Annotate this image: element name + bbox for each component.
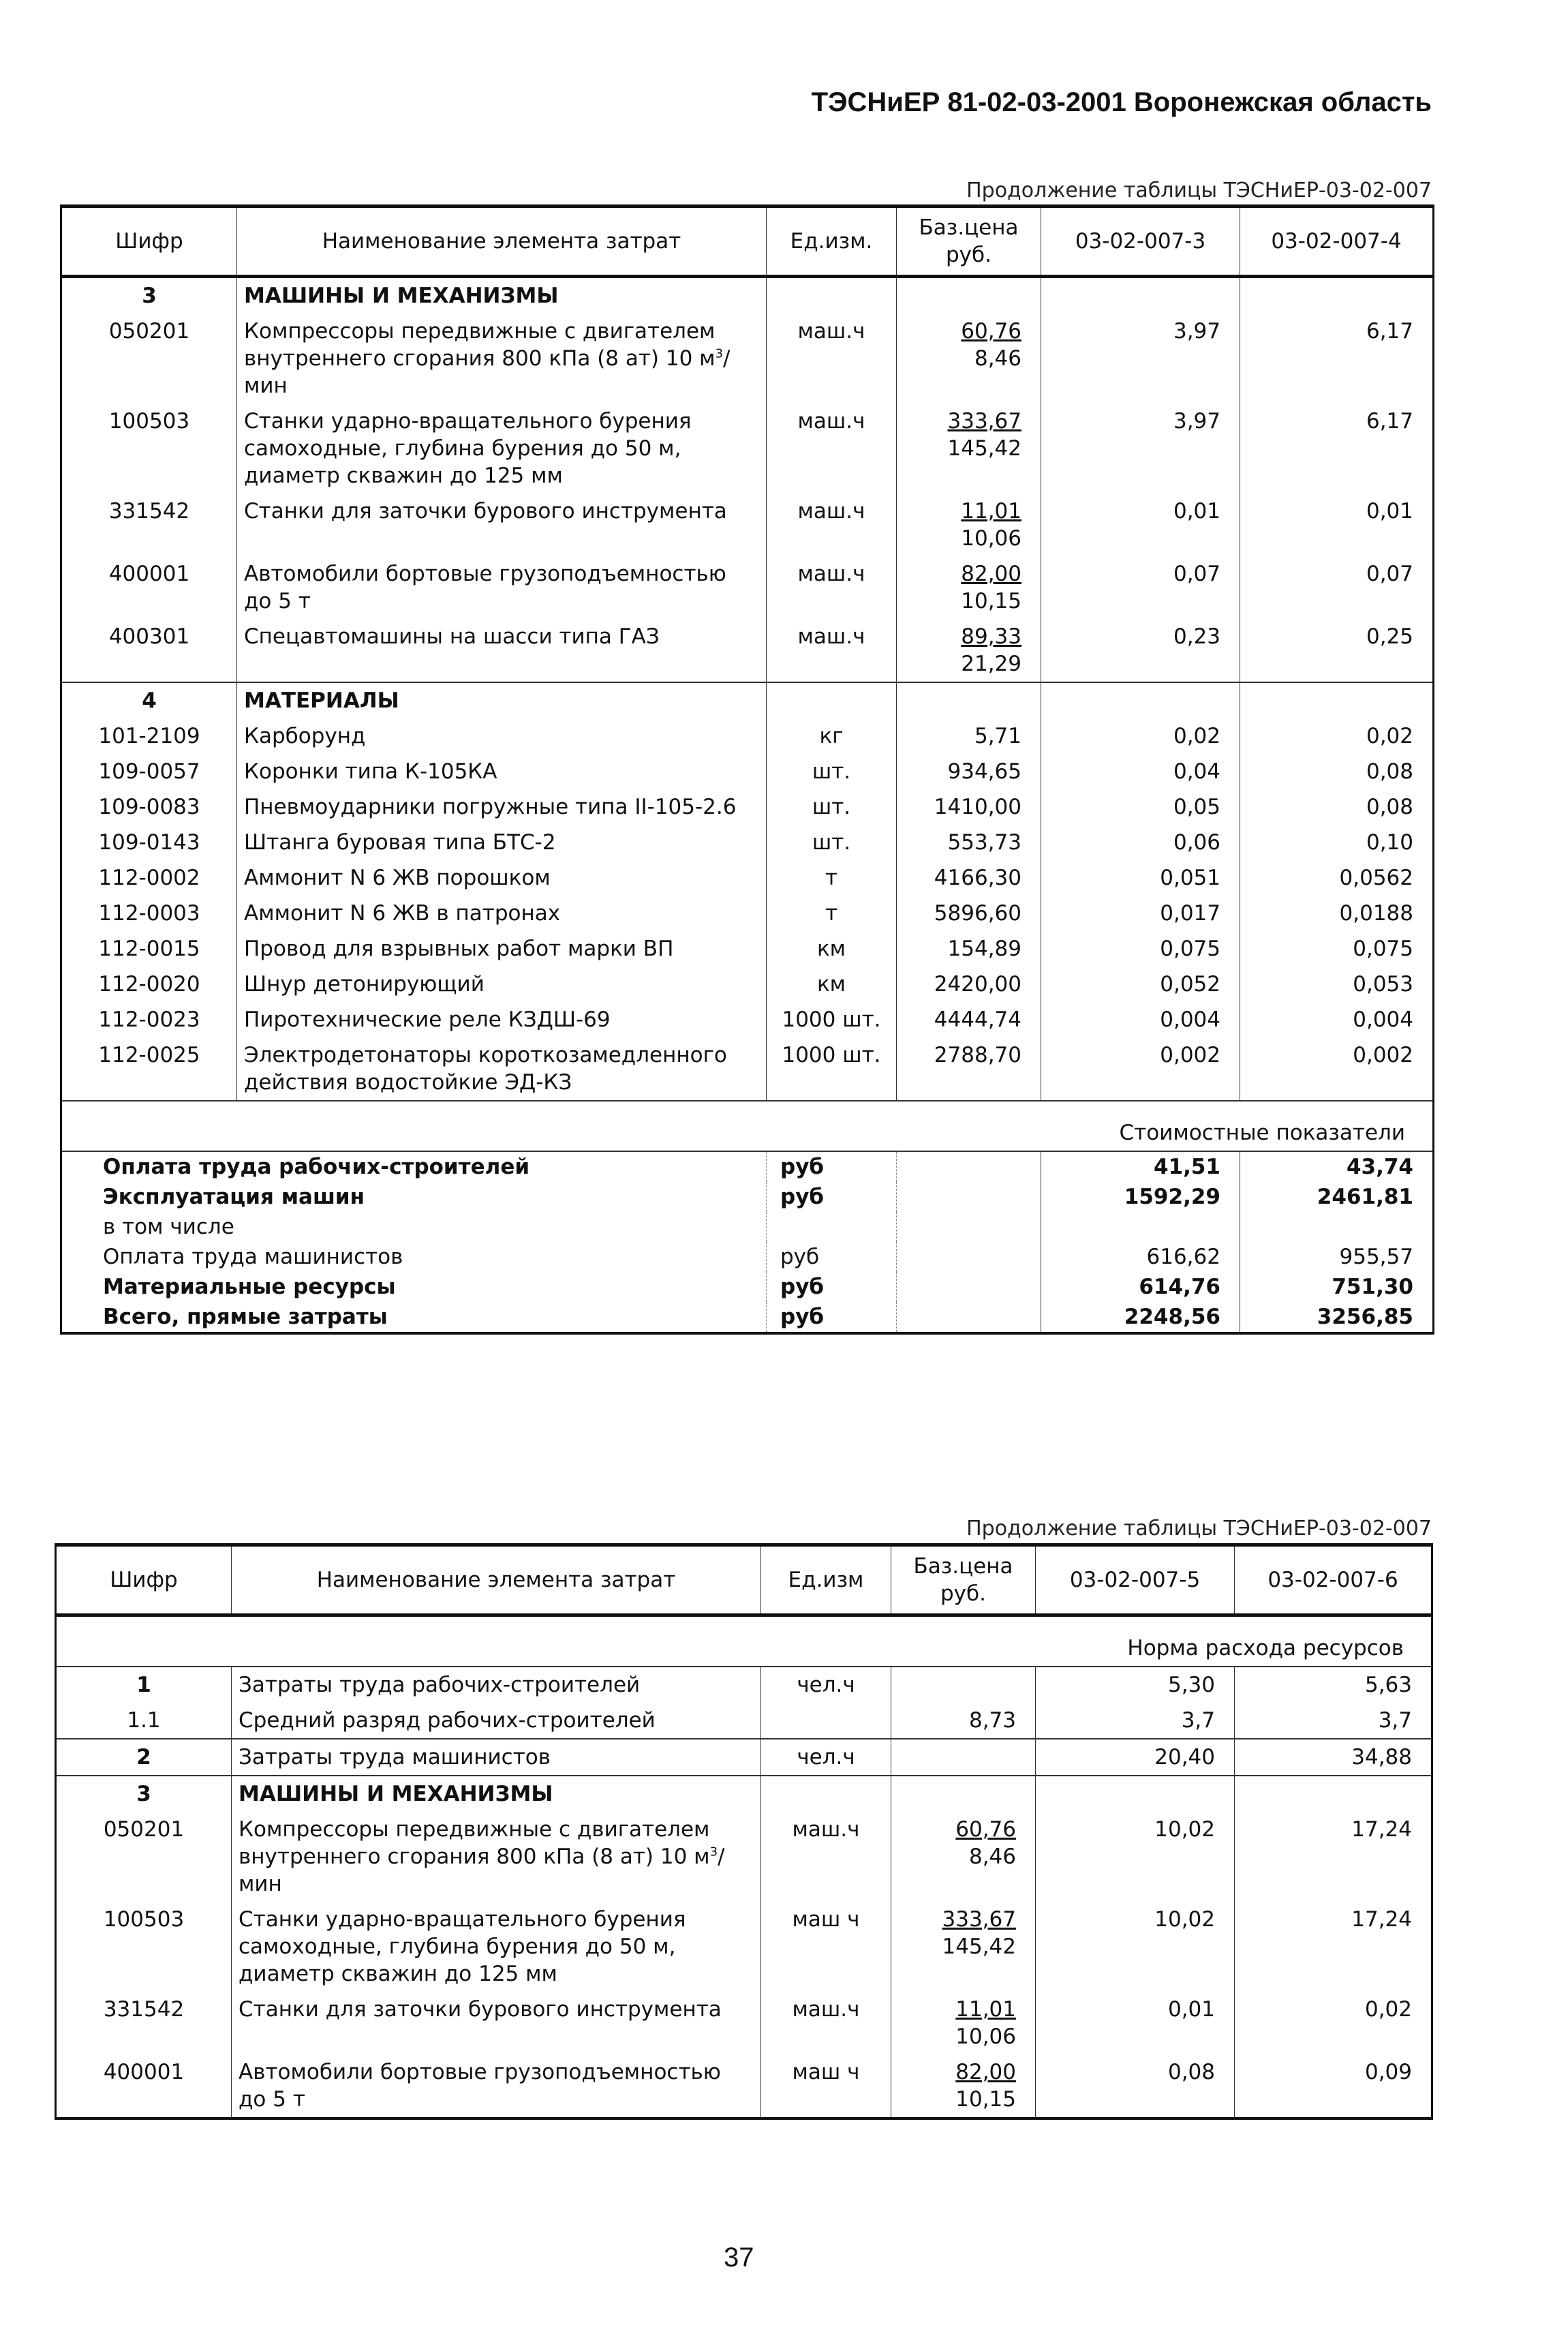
section-code: 3 [56,1776,232,1812]
row-price: 333,67 145,42 [897,404,1041,493]
row-value-b: 6,17 [1240,314,1434,404]
row-value-b: 0,02 [1235,1992,1432,2054]
table-row [61,718,1434,754]
table1-caption: Продолжение таблицы ТЭСНиЕР-03-02-007 [966,179,1432,202]
col-code-header: Шифр [56,1545,232,1615]
summary-row [61,1272,1434,1302]
row-code: 112-0025 [61,1037,237,1101]
row-code: 331542 [56,1992,232,2054]
summary-unit: руб [767,1182,897,1212]
row-value-a: 5,30 [1036,1667,1235,1703]
row-price: 8,73 [891,1703,1036,1739]
summary-label: Материальные ресурсы [103,1275,396,1299]
row-price: 89,33 21,29 [897,619,1041,682]
row-value-a: 0,06 [1041,825,1240,860]
row-code: 109-0057 [61,754,237,789]
row-value-a: 20,40 [1036,1739,1235,1776]
table-row [56,1992,1432,2054]
row-code: 331542 [61,493,237,556]
table-row [61,967,1434,1002]
row-value-b: 6,17 [1240,404,1434,493]
summary-value-b: 43,74 [1240,1151,1434,1182]
summary-value-b: 3256,85 [1240,1302,1434,1333]
row-code: 112-0003 [61,896,237,931]
row-value-a: 0,01 [1036,1992,1235,2054]
table-row [56,2054,1432,2118]
row-price: 11,01 10,06 [897,493,1041,556]
row-code: 400001 [61,556,237,619]
summary-row [61,1302,1434,1333]
table-row [61,619,1434,682]
row-name: Станки ударно-вращательного бурения самоходные, глубина бурения до 50 м, диаметр скважин до 125 мм [232,1902,761,1992]
cost-band-label: Стоимостные показатели [61,1101,1434,1151]
table-row [61,314,1434,404]
row-value-a: 0,052 [1041,967,1240,1002]
summary-unit: руб [767,1242,897,1272]
row-code: 101-2109 [61,718,237,754]
row-value-b: 0,02 [1240,718,1434,754]
row-value-a: 10,02 [1036,1812,1235,1902]
summary-row [61,1212,1434,1242]
row-name: Аммонит N 6 ЖВ в патронах [237,896,767,931]
row-unit: маш.ч [761,1812,891,1902]
table-row [61,931,1434,967]
col-name-header: Наименование элемента затрат [232,1545,761,1615]
section-title: МАШИНЫ И МЕХАНИЗМЫ [237,277,767,314]
row-price: 82,00 10,15 [891,2054,1036,2118]
row-value-b: 34,88 [1235,1739,1432,1776]
row-value-b: 0,25 [1240,619,1434,682]
summary-value-b: 955,57 [1240,1242,1434,1272]
row-value-a: 0,08 [1036,2054,1235,2118]
col-a-header: 03-02-007-5 [1036,1545,1235,1615]
row-unit: 1000 шт. [767,1037,897,1101]
summary-label: Эксплуатация машин [103,1185,365,1209]
row-price: 60,76 8,46 [891,1812,1036,1902]
row-value-a: 0,07 [1041,556,1240,619]
row-price: 2420,00 [897,967,1041,1002]
row-price: 934,65 [897,754,1041,789]
row-code: 112-0015 [61,931,237,967]
col-b-header: 03-02-007-6 [1235,1545,1432,1615]
row-value-a: 3,97 [1041,314,1240,404]
table-row [56,1812,1432,1902]
row-name: Шнур детонирующий [237,967,767,1002]
table-row [56,1667,1432,1703]
table2-header-row [56,1545,1432,1615]
row-value-a: 0,051 [1041,860,1240,896]
row-code: 400301 [61,619,237,682]
table-row [61,493,1434,556]
section-code: 4 [61,682,237,718]
table-row [61,789,1434,825]
section-title: МАТЕРИАЛЫ [237,682,767,718]
row-value-a: 3,97 [1041,404,1240,493]
row-price: 5,71 [897,718,1041,754]
row-code: 2 [56,1739,232,1776]
row-price: 60,76 8,46 [897,314,1041,404]
summary-unit: руб [767,1272,897,1302]
row-name: Карборунд [237,718,767,754]
table-row [61,896,1434,931]
row-code: 050201 [56,1812,232,1902]
summary-value-a: 616,62 [1041,1242,1240,1272]
section-code: 3 [61,277,237,314]
row-unit: шт. [767,825,897,860]
row-price: 154,89 [897,931,1041,967]
row-code: 112-0023 [61,1002,237,1037]
row-value-b: 0,08 [1240,789,1434,825]
section-row [61,277,1434,314]
table-row [61,556,1434,619]
row-name: Автомобили бортовые грузоподъемностью до 5 т [232,2054,761,2118]
row-value-a: 0,004 [1041,1002,1240,1037]
row-unit: т [767,860,897,896]
col-price-header: Баз.цена руб. [891,1545,1036,1615]
row-value-a: 0,075 [1041,931,1240,967]
row-unit: маш ч [761,2054,891,2118]
row-unit: маш.ч [767,404,897,493]
row-value-b: 17,24 [1235,1902,1432,1992]
row-name: Станки ударно-вращательного бурения самоходные, глубина бурения до 50 м, диаметр скважин до 125 мм [237,404,767,493]
col-b-header: 03-02-007-4 [1240,207,1434,277]
row-value-a: 0,04 [1041,754,1240,789]
table-row [61,860,1434,896]
row-unit: кг [767,718,897,754]
row-code: 400001 [56,2054,232,2118]
table-row [61,404,1434,493]
row-value-b: 0,0562 [1240,860,1434,896]
row-value-b: 0,053 [1240,967,1434,1002]
col-unit-header: Ед.изм. [767,207,897,277]
row-code: 112-0002 [61,860,237,896]
summary-label: в том числе [103,1215,234,1239]
row-code: 050201 [61,314,237,404]
table2 [55,1543,1433,2120]
row-value-b: 0,01 [1240,493,1434,556]
row-unit: маш.ч [761,1992,891,2054]
summary-value-b: 2461,81 [1240,1182,1434,1212]
row-name: Аммонит N 6 ЖВ порошком [237,860,767,896]
row-value-a: 0,017 [1041,896,1240,931]
row-unit: км [767,931,897,967]
table-row [61,1002,1434,1037]
summary-unit: руб [767,1151,897,1182]
row-code: 109-0143 [61,825,237,860]
row-price: 82,00 10,15 [897,556,1041,619]
section-row [56,1776,1432,1812]
row-price: 11,01 10,06 [891,1992,1036,2054]
row-name: Станки для заточки бурового инструмента [237,493,767,556]
row-name: Компрессоры передвижные с двигателем внутреннего сгорания 800 кПа (8 ат) 10 $м^3$/мин [232,1812,761,1902]
row-value-b: 0,10 [1240,825,1434,860]
col-code-header: Шифр [61,207,237,277]
row-value-b: 3,7 [1235,1703,1432,1739]
row-unit: маш ч [761,1902,891,1992]
row-value-b: 5,63 [1235,1667,1432,1703]
row-code: 1.1 [56,1703,232,1739]
col-price-header: Баз.цена руб. [897,207,1041,277]
summary-label: Всего, прямые затраты [61,1302,767,1333]
row-price: 5896,60 [897,896,1041,931]
summary-label: Оплата труда рабочих-строителей [103,1155,530,1179]
row-value-b: 0,075 [1240,931,1434,967]
row-name: Коронки типа К-105КА [237,754,767,789]
col-a-header: 03-02-007-3 [1041,207,1240,277]
row-name: Пневмоударники погружные типа II-105-2.6 [237,789,767,825]
row-price: 553,73 [897,825,1041,860]
row-code: 100503 [56,1902,232,1992]
row-code: 1 [56,1667,232,1703]
row-name: Автомобили бортовые грузоподъемностью до 5 т [237,556,767,619]
summary-value-b: 751,30 [1240,1272,1434,1302]
table-row [56,1739,1432,1776]
cost-band-row [61,1101,1434,1151]
summary-value-a: 1592,29 [1041,1182,1240,1212]
table1-header-row [61,207,1434,277]
row-name: Провод для взрывных работ марки ВП [237,931,767,967]
row-unit: чел.ч [761,1739,891,1776]
row-value-b: 0,0188 [1240,896,1434,931]
row-unit: шт. [767,754,897,789]
table-row [56,1902,1432,1992]
row-value-a: 0,002 [1041,1037,1240,1101]
summary-row [61,1151,1434,1182]
summary-value-a: 2248,56 [1041,1302,1240,1333]
summary-unit: руб [767,1302,897,1333]
row-value-b: 17,24 [1235,1812,1432,1902]
row-name: Затраты труда машинистов [232,1739,761,1776]
row-value-a: 0,02 [1041,718,1240,754]
row-value-a: 0,05 [1041,789,1240,825]
row-unit: маш.ч [767,493,897,556]
row-name: Станки для заточки бурового инструмента [232,1992,761,2054]
summary-row [61,1182,1434,1212]
row-unit: 1000 шт. [767,1002,897,1037]
page-number: 37 [724,2243,754,2273]
row-value-a: 10,02 [1036,1902,1235,1992]
summary-value-a: 614,76 [1041,1272,1240,1302]
row-unit: маш.ч [767,619,897,682]
row-price: 333,67 145,42 [891,1902,1036,1992]
row-name: Компрессоры передвижные с двигателем внутреннего сгорания 800 кПа (8 ат) 10 $м^3$/мин [237,314,767,404]
row-value-a: 0,23 [1041,619,1240,682]
row-value-b: 0,08 [1240,754,1434,789]
summary-label: Оплата труда машинистов [103,1245,403,1269]
summary-value-a: 41,51 [1041,1151,1240,1182]
document-header: ТЭСНиЕР 81-02-03-2001 Воронежская область [811,87,1432,117]
row-unit: т [767,896,897,931]
table-row [56,1703,1432,1739]
section-row [61,682,1434,718]
norm-band-label: Норма расхода ресурсов [56,1615,1432,1667]
row-code: 100503 [61,404,237,493]
row-unit: маш.ч [767,314,897,404]
row-unit: км [767,967,897,1002]
table2-caption: Продолжение таблицы ТЭСНиЕР-03-02-007 [966,1517,1432,1540]
section-title: МАШИНЫ И МЕХАНИЗМЫ [232,1776,761,1812]
row-name: Средний разряд рабочих-строителей [232,1703,761,1739]
summary-row [61,1242,1434,1272]
row-name: Штанга буровая типа БТС-2 [237,825,767,860]
row-name: Электродетонаторы короткозамедленного действия водостойкие ЭД-КЗ [237,1037,767,1101]
row-unit: маш.ч [767,556,897,619]
row-price: 1410,00 [897,789,1041,825]
row-price: 4444,74 [897,1002,1041,1037]
table-row [61,1037,1434,1101]
row-code: 112-0020 [61,967,237,1002]
row-unit: шт. [767,789,897,825]
row-value-b: 0,09 [1235,2054,1432,2118]
table1 [60,204,1434,1335]
row-value-b: 0,07 [1240,556,1434,619]
row-name: Спецавтомашины на шасси типа ГАЗ [237,619,767,682]
col-unit-header: Ед.изм [761,1545,891,1615]
row-price [891,1667,1036,1703]
row-code: 109-0083 [61,789,237,825]
col-name-header: Наименование элемента затрат [237,207,767,277]
table-row [61,754,1434,789]
row-value-a: 3,7 [1036,1703,1235,1739]
row-price: 2788,70 [897,1037,1041,1101]
table-row [61,825,1434,860]
norm-band-row [56,1615,1432,1667]
row-unit: чел.ч [761,1667,891,1703]
row-value-b: 0,002 [1240,1037,1434,1101]
row-name: Пиротехнические реле КЗДШ-69 [237,1002,767,1037]
row-value-b: 0,004 [1240,1002,1434,1037]
row-price: 4166,30 [897,860,1041,896]
row-unit [761,1703,891,1739]
row-name: Затраты труда рабочих-строителей [232,1667,761,1703]
row-value-a: 0,01 [1041,493,1240,556]
